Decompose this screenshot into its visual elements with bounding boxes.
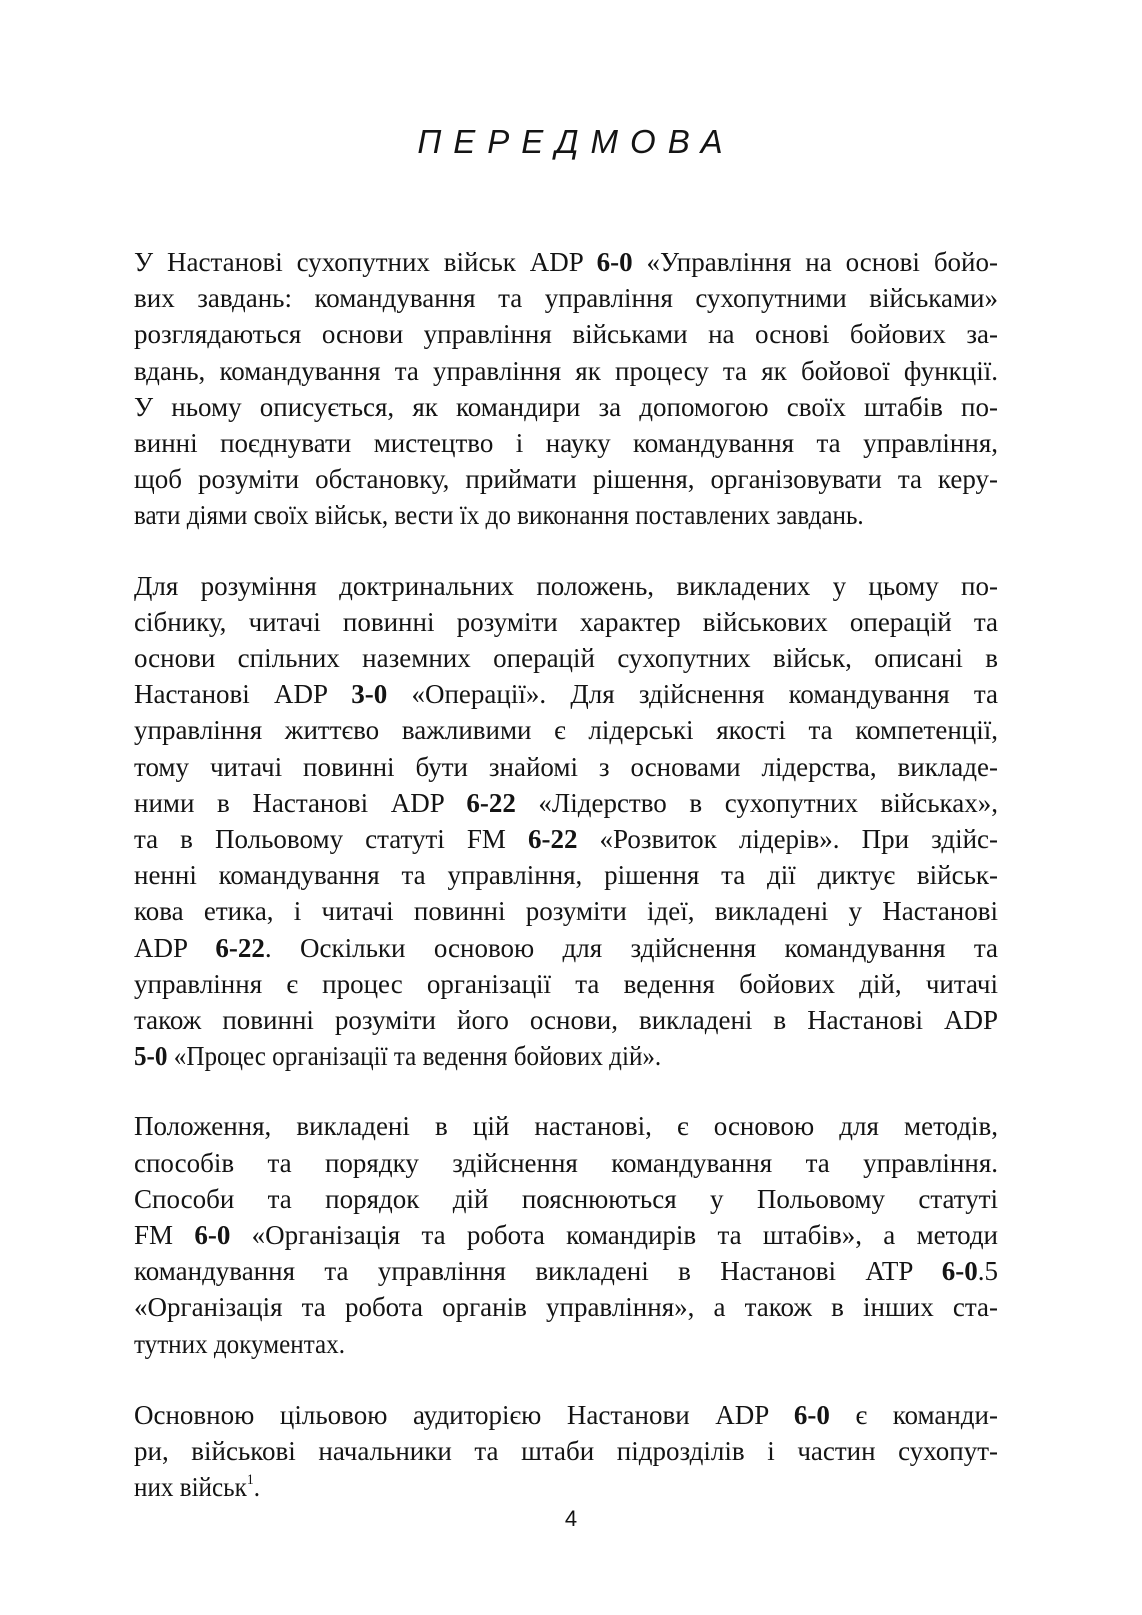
text-line: тутних документах. (134, 1328, 346, 1359)
document-code: 6-22 (215, 932, 265, 963)
text-line: способів та порядку здійснення командування та управління. (134, 1147, 998, 1178)
text-line: них військ$^1$. (134, 1472, 261, 1503)
footnote-marker: 1 (246, 1472, 254, 1489)
text-line: управління життєво важливими є лідерські якості та компетенції, (134, 715, 998, 746)
text-line: основи спільних наземних операцій сухопутних військ, описані в (134, 643, 998, 674)
document-code: 6-22 (466, 787, 516, 818)
text-line: У ньому описується, як командири за допомогою своїх штабів по- (134, 391, 998, 422)
text-line: ADP 6-22. Оскільки основою для здійснення командування та (134, 932, 999, 963)
text-line: Настанові ADP 3-0 «Операції». Для здійснення командування та (134, 679, 999, 710)
text-line: вати діями своїх військ, вести їх до виконання поставлених завдань. (134, 500, 864, 531)
document-code: 6-0 (596, 247, 633, 277)
page-heading: ПЕРЕДМОВА (417, 123, 735, 160)
text-line: Основною цільовою аудиторією Настанови ADP 6-0 є команди- (134, 1399, 998, 1430)
document-code: 3-0 (351, 679, 388, 710)
text-line: Для розуміння доктринальних положень, викладених у цьому по- (134, 570, 998, 601)
text-line: Положення, викладені в цій настанові, є основою для методів, (134, 1111, 998, 1142)
text-line: кова етика, і читачі повинні розуміти ідеї, викладені у Настанові (134, 896, 998, 927)
text-line: щоб розуміти обстановку, приймати рішення, організовувати та керу- (134, 464, 998, 495)
paragraph-4 (134, 1397, 998, 1506)
text-line: вдань, командування та управління як процесу та як бойової функції. (134, 355, 998, 386)
paragraph-1 (134, 244, 998, 534)
text-line: винні поєднувати мистецтво і науку командування та управління, (134, 428, 998, 459)
text-line: 5-0 «Процес організації та ведення бойових дій». (134, 1041, 662, 1072)
text-line: та в Польовому статуті FM 6-22 «Розвиток лідерів». При здійс- (134, 824, 998, 855)
text-line: «Організація та робота органів управління», а також в інших ста- (134, 1292, 998, 1323)
paragraph-3 (134, 1108, 998, 1361)
document-code: 6-0 (793, 1399, 830, 1430)
text-line: ними в Настанові ADP 6-22 «Лідерство в сухопутних військах», (134, 787, 998, 818)
text-line: також повинні розуміти його основи, викладені в Настанові ADP (134, 1005, 998, 1036)
text-line: FM 6-0 «Організація та робота командирів та штабів», а методи (134, 1220, 998, 1251)
text-line: вих завдань: командування та управління сухопутними військами» (134, 283, 998, 314)
text-line: сібнику, читачі повинні розуміти характер військових операцій та (134, 606, 998, 637)
text-line: управління є процес організації та ведення бойових дій, читачі (134, 968, 998, 999)
document-code: 6-0 (941, 1256, 978, 1287)
page-number: 4 (564, 1506, 578, 1531)
paragraph-2 (134, 568, 998, 1075)
body-text (134, 244, 998, 1506)
document-code: 6-0 (194, 1220, 231, 1251)
text-line: тому читачі повинні бути знайомі з основами лідерства, викладе- (134, 751, 998, 782)
text-line: командування та управління викладені в Настанові ATP 6-0.5 (134, 1256, 998, 1287)
document-code: 5-0 (134, 1041, 168, 1072)
text-line: ненні командування та управління, рішення та дії диктує військ- (134, 860, 998, 891)
text-line: ри, військові начальники та штаби підрозділів і частин сухопут- (134, 1436, 998, 1467)
document-code: 6-22 (527, 824, 578, 855)
text-line: Способи та порядок дій пояснюються у Польовому статуті (134, 1183, 998, 1214)
text-line: розглядаються основи управління військами на основі бойових за- (134, 319, 998, 350)
text-line: У Настанові сухопутних військ ADP 6-0 «Управління на основі бойо- (134, 247, 998, 277)
